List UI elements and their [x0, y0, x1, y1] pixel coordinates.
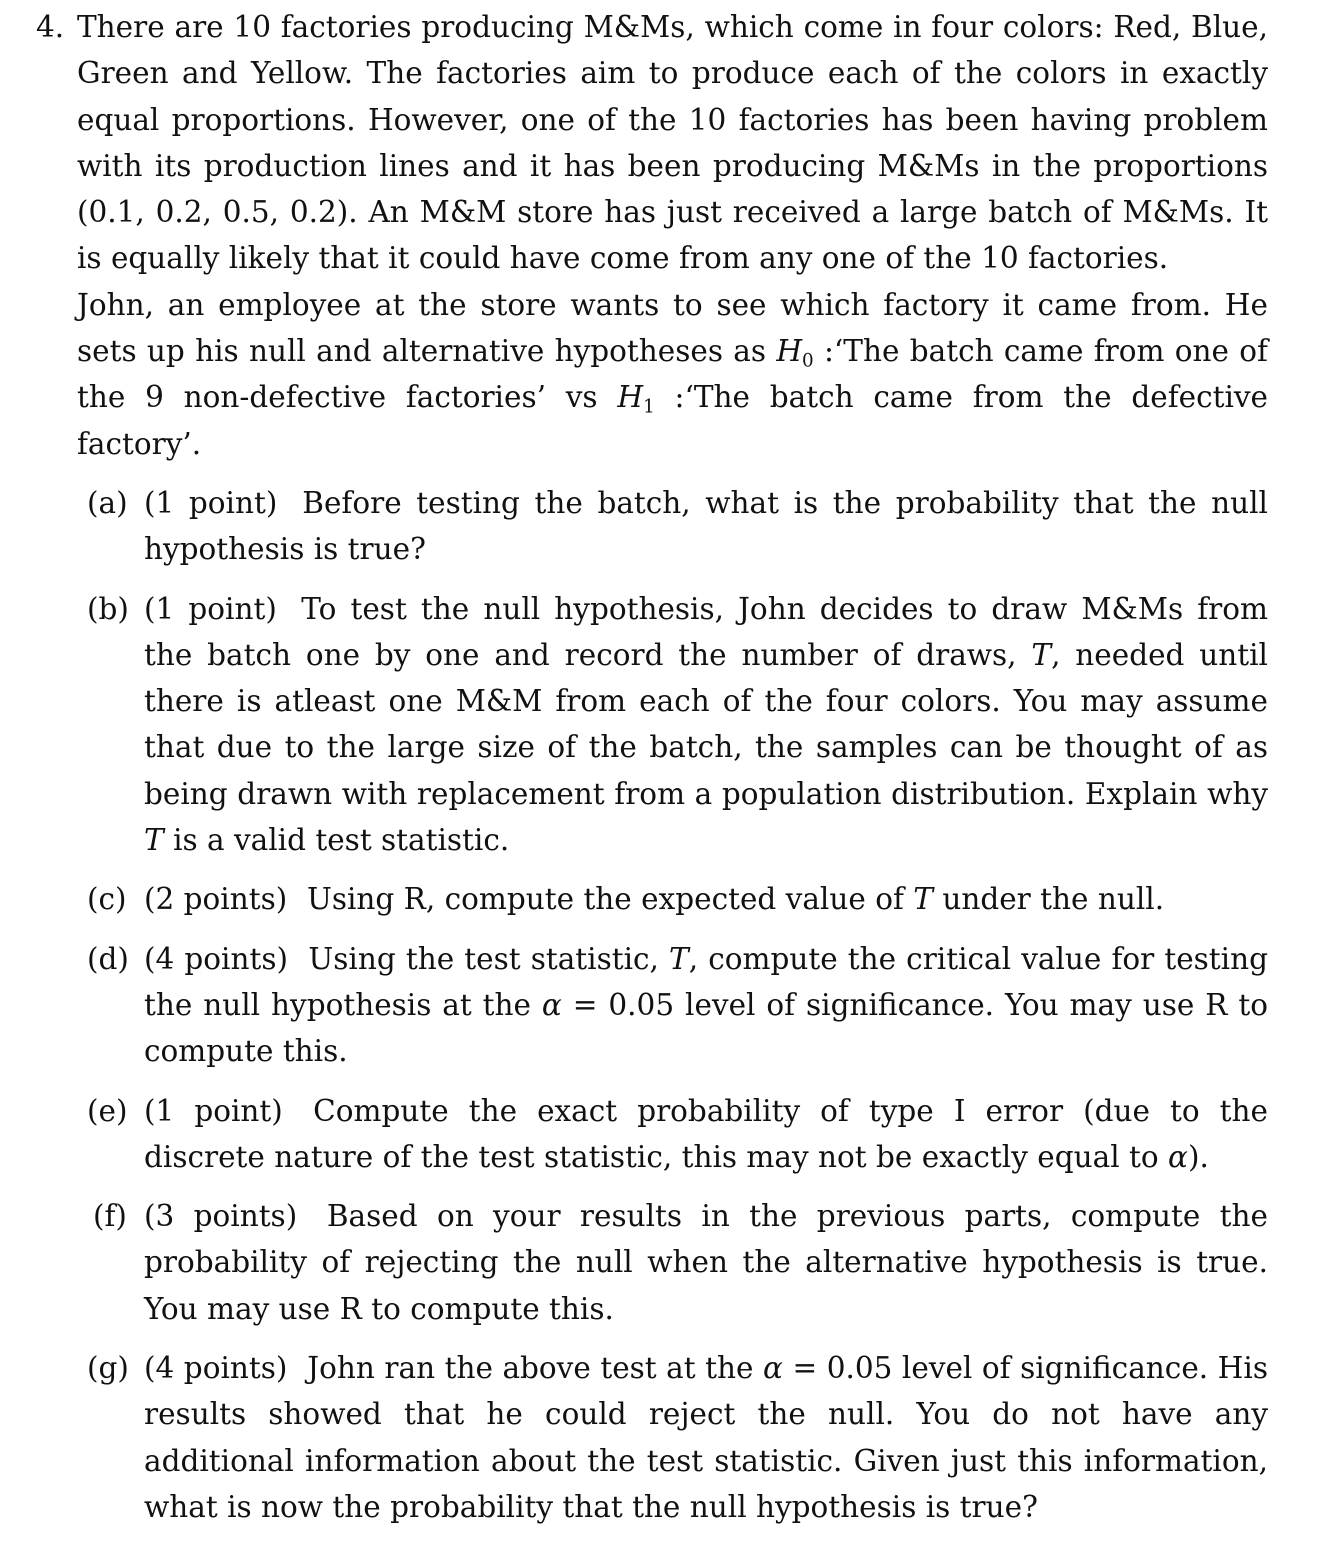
- question-parts: [36, 480, 1268, 1530]
- part-label: (d): [87, 941, 129, 976]
- problem-intro: [36, 4, 1268, 282]
- part-label: (b): [87, 591, 129, 626]
- part-points: (1 point): [144, 485, 278, 520]
- part-text: Compute the exact probability of type I error (due to the discrete nature of the test statistic, this may not be exactly equal to: [144, 1093, 1268, 1174]
- part-points: (3 points): [144, 1199, 298, 1234]
- part-text: Using R, compute the expected value of: [306, 882, 914, 917]
- part-b: [36, 586, 1268, 864]
- alt-hypothesis-symbol: $H_1$: [617, 380, 655, 418]
- part-text: To test the null hypothesis, John decides to draw M&Ms from the batch one by one and record the number of draws,: [144, 591, 1268, 672]
- intro-text: There are 10 factories producing M&Ms, which come in four colors: Red, Blue, Green and Yellow. The factories aim to produce each of the colors in exactly equal proportions. However, one of the 10 factories has been having problem with its production lines and it has been producing M&Ms in the proportions (0.1, 0.2, 0.5, 0.2). An M&M store has just received a large batch of M&Ms. It is equally likely that it could have come from any one of the 10 factories.: [77, 10, 1268, 276]
- alpha-symbol: α: [763, 1351, 783, 1386]
- part-text: , needed until there is atleast one M&M from each of the four colors. You may assume that due to the large size of the batch, the samples can be thought of as being drawn with replacement from a population distribution. Explain why: [144, 637, 1268, 811]
- part-text: John ran the above test at the: [307, 1351, 763, 1386]
- part-points: (1 point): [144, 591, 277, 626]
- part-a: [36, 480, 1268, 573]
- part-f: [36, 1193, 1268, 1332]
- part-points: (1 point): [144, 1093, 283, 1128]
- part-label: (g): [87, 1351, 129, 1386]
- part-text: ).: [1187, 1139, 1209, 1174]
- null-hypothesis-symbol: $H_0$: [776, 334, 814, 372]
- part-e: [36, 1088, 1268, 1181]
- part-label: (e): [87, 1093, 128, 1128]
- part-text: is a valid test statistic.: [163, 823, 510, 858]
- problem-number: 4.: [36, 10, 65, 44]
- part-points: (2 points): [144, 882, 288, 917]
- alpha-symbol: α: [541, 987, 562, 1022]
- setup-text-1: John, an employee at the store wants to see which factory it came from. He sets up his null and alternative hypotheses as: [77, 287, 1268, 369]
- part-text: = 0.05 level of significance. His results showed that he could reject the null. You do not have any additional information about the test statistic. Given just this information, what is now the probability that the null hypothesis is true?: [144, 1351, 1268, 1524]
- setup-text-2: :‘The batch came from one of the 9 non-defective factories’ vs: [77, 334, 1268, 415]
- part-g: [36, 1345, 1268, 1530]
- part-text: Using the test statistic,: [308, 941, 670, 976]
- part-label: (c): [87, 882, 127, 917]
- variable-t: T: [144, 823, 164, 858]
- alpha-symbol: α: [1168, 1139, 1188, 1174]
- part-text: Before testing the batch, what is the probability that the null hypothesis is true?: [144, 485, 1268, 567]
- part-text: = 0.05 level of significance. You may use R to compute this.: [144, 987, 1268, 1069]
- hypotheses-setup: [36, 282, 1268, 467]
- setup-text-3: :‘The batch came from the defective factory’.: [77, 380, 1269, 461]
- variable-t: T: [913, 882, 933, 917]
- part-c: [36, 876, 1268, 922]
- part-text: under the null.: [932, 882, 1165, 917]
- part-label: (a): [87, 485, 128, 520]
- part-label: (f): [93, 1199, 127, 1234]
- part-text: Based on your results in the previous parts, compute the probability of rejecting the null when the alternative hypothesis is true. You may use R to compute this.: [144, 1199, 1268, 1326]
- variable-t: T: [669, 941, 689, 976]
- part-d: [36, 936, 1268, 1075]
- problem-4: [36, 4, 1268, 1543]
- part-text: , compute the critical value for testing the null hypothesis at the: [144, 941, 1268, 1022]
- part-points: (4 points): [144, 1351, 288, 1386]
- part-points: (4 points): [144, 941, 288, 976]
- variable-t: T: [1031, 637, 1052, 672]
